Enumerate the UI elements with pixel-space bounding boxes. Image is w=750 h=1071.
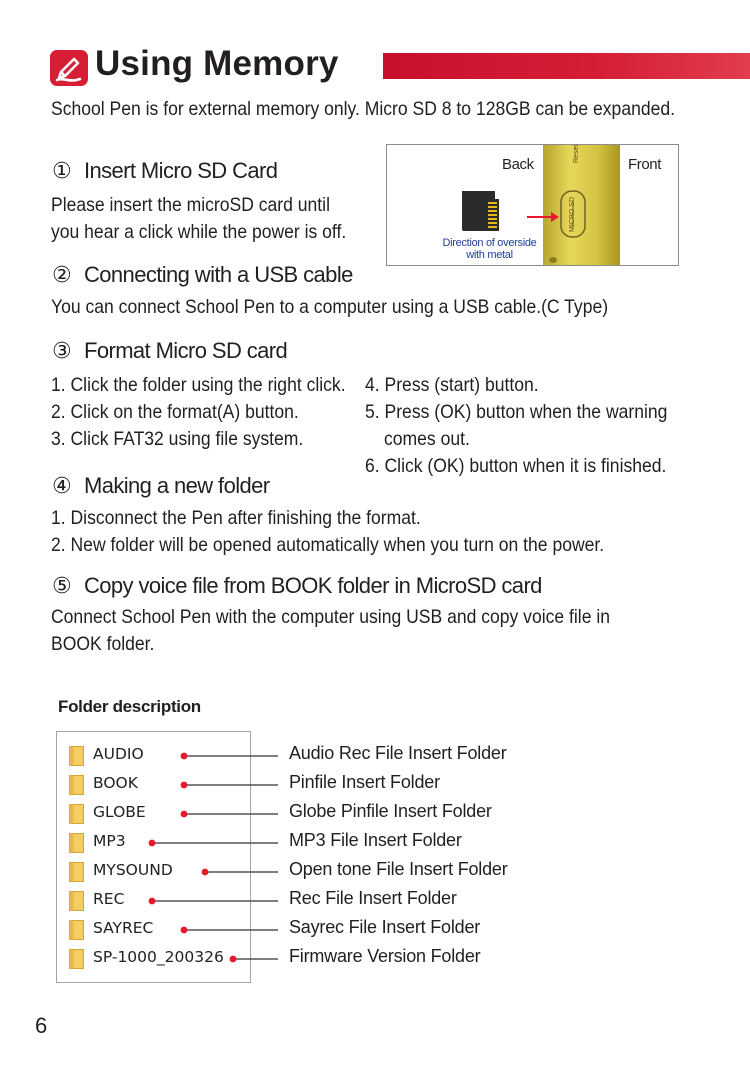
folder-desc-globe: Globe Pinfile Insert Folder — [289, 801, 492, 821]
slot-label: MICRO SD — [569, 197, 576, 232]
folder-desc-sayrec: Sayrec File Insert Folder — [289, 917, 481, 937]
folder-name: AUDIO — [93, 745, 144, 763]
section-1-line-2: you hear a click while the power is off. — [51, 221, 347, 243]
section-number: ② — [52, 262, 72, 287]
section-3-step-6: 6. Click (OK) button when it is finished. — [365, 455, 667, 477]
folder-name: BOOK — [93, 774, 138, 792]
folder-desc-firmware: Firmware Version Folder — [289, 946, 481, 966]
intro-text: School Pen is for external memory only. Micro SD 8 to 128GB can be expanded. — [51, 98, 675, 120]
section-5-line-2: BOOK folder. — [51, 633, 155, 655]
connector-dot — [181, 753, 188, 760]
section-title: Copy voice file from BOOK folder in MicroSD card — [84, 573, 542, 598]
folder-desc-rec: Rec File Insert Folder — [289, 888, 457, 908]
section-number: ⑤ — [52, 573, 72, 598]
section-title: Insert Micro SD Card — [84, 158, 278, 183]
folder-description-title: Folder description — [58, 697, 201, 716]
section-title: Making a new folder — [84, 473, 270, 498]
section-5-line-1: Connect School Pen with the computer using USB and copy voice file in — [51, 606, 610, 628]
section-2-line-1: You can connect School Pen to a computer using a USB cable.(C Type) — [51, 296, 609, 318]
section-4-line-1: 1. Disconnect the Pen after finishing the format. — [51, 507, 421, 529]
section-title: Connecting with a USB cable — [84, 262, 353, 287]
folder-desc-book: Pinfile Insert Folder — [289, 772, 440, 792]
folder-desc-audio: Audio Rec File Insert Folder — [289, 743, 507, 763]
section-3-step-3: 3. Click FAT32 using file system. — [51, 428, 304, 450]
connector-dot — [230, 956, 237, 963]
section-3-step-5: 5. Press (OK) button when the warning — [365, 401, 668, 423]
section-number: ④ — [52, 473, 72, 498]
section-4-line-2: 2. New folder will be opened automatically when you turn on the power. — [51, 534, 605, 556]
folder-name: REC — [93, 890, 125, 908]
section-number: ③ — [52, 338, 72, 363]
folder-name: GLOBE — [93, 803, 146, 821]
folder-name: MYSOUND — [93, 861, 173, 879]
page-title: Using Memory — [95, 44, 339, 83]
connector-dot — [149, 840, 156, 847]
connector-dot — [181, 927, 188, 934]
back-label: Back — [502, 156, 534, 173]
folder-name: MP3 — [93, 832, 126, 850]
folder-desc-mysound: Open tone File Insert Folder — [289, 859, 508, 879]
section-title: Format Micro SD card — [84, 338, 288, 363]
folder-name: SAYREC — [93, 919, 154, 937]
section-1-line-1: Please insert the microSD card until — [51, 194, 330, 216]
caption-line-2: with metal — [466, 249, 513, 261]
connector-dot — [149, 898, 156, 905]
reset-label: Reset — [573, 144, 580, 163]
section-3-step-5-cont: comes out. — [384, 428, 470, 450]
front-label: Front — [628, 156, 662, 173]
folder-name: SP-1000_200326 — [93, 948, 224, 966]
section-3-step-1: 1. Click the folder using the right click. — [51, 374, 346, 396]
connector-dot — [181, 811, 188, 818]
section-3-step-4: 4. Press (start) button. — [365, 374, 539, 396]
section-3-step-2: 2. Click on the format(A) button. — [51, 401, 299, 423]
page-number: 6 — [35, 1013, 48, 1038]
connector-dot — [202, 869, 209, 876]
caption-line-1: Direction of overside — [442, 237, 537, 249]
section-number: ① — [52, 158, 72, 183]
connector-dot — [181, 782, 188, 789]
folder-desc-mp3: MP3 File Insert Folder — [289, 830, 462, 850]
